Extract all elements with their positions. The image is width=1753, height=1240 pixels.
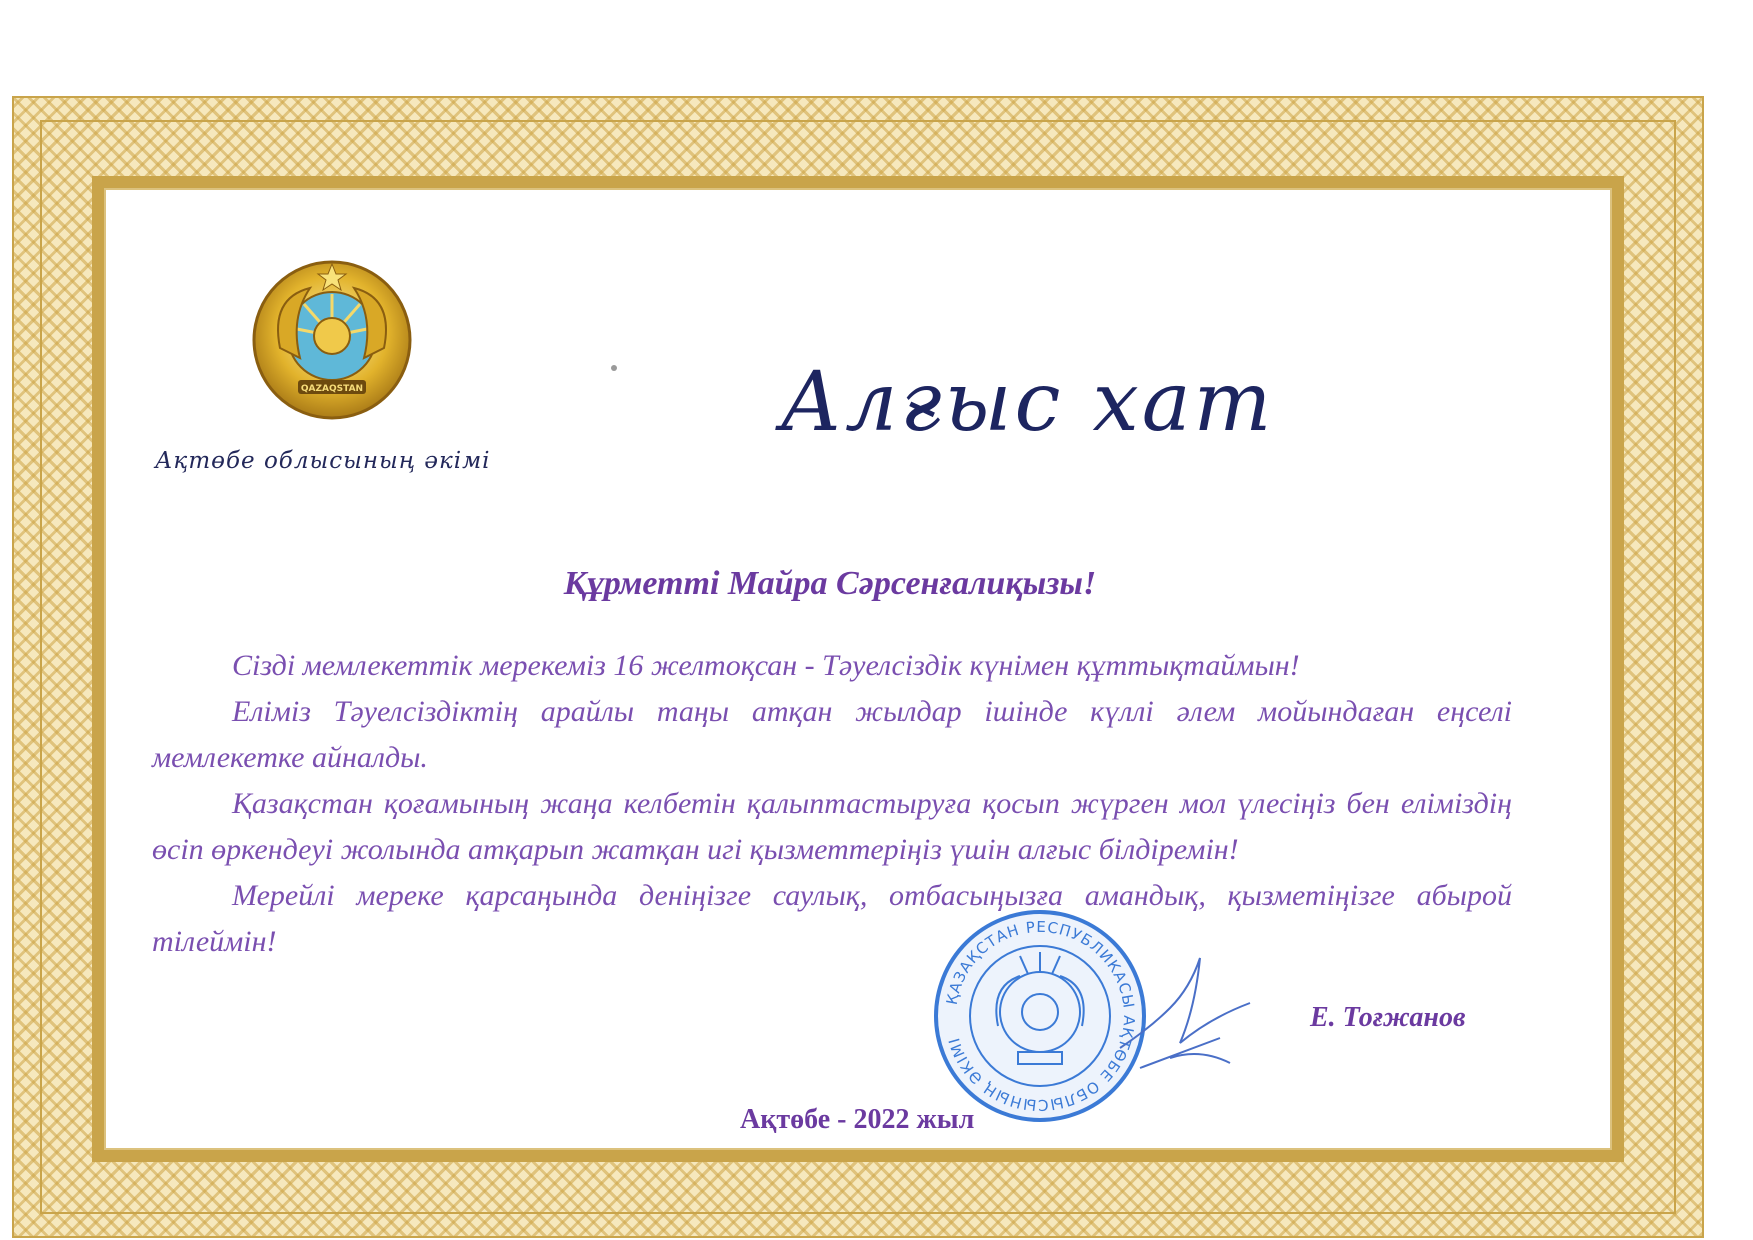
seal-text: ҚАЗАҚСТАН РЕСПУБЛИКАСЫ АҚТӨБЕ ОБЛЫСЫНЫҢ ӘКІМІ	[942, 917, 1139, 1115]
letter-body	[152, 643, 1512, 965]
paragraph: Қазақстан қоғамының жаңа келбетін қалыптастыруға қосып жүрген мол үлесіңіз бен еліміздің өсіп өркендеуі жолында атқарып жатқан игі қызметтеріңіз үшін алғыс білдіремін!	[152, 787, 1512, 866]
paragraph: Мерейлі мереке қарсаңында деніңізге саулық, отбасыңызға амандық, қызметіңізге абырой тілеймін!	[152, 879, 1512, 958]
signature-icon	[1110, 948, 1260, 1078]
kazakhstan-emblem-icon	[250, 258, 414, 422]
document-title: Алғыс хат	[780, 355, 1275, 450]
greeting: Құрметті Майра Сәрсенғалиқызы!	[563, 565, 1097, 602]
paragraph: Сізді мемлекеттік мерекеміз 16 желтоқсан - Тәуелсіздік күнімен құттықтаймын!	[232, 649, 1300, 682]
issuer-title: Ақтөбе облысының әкімі	[155, 448, 491, 474]
paragraph: Еліміз Тәуелсіздіктің арайлы таңы атқан жылдар ішінде күллі әлем мойындаған еңселі мемлекетке айналды.	[152, 695, 1512, 774]
place-date: Ақтөбе - 2022 жыл	[740, 1104, 975, 1135]
paper-speck	[611, 365, 617, 371]
signer-name: Е. Тоғжанов	[1310, 1002, 1466, 1033]
emblem-text: QAZAQSTAN	[300, 384, 364, 394]
